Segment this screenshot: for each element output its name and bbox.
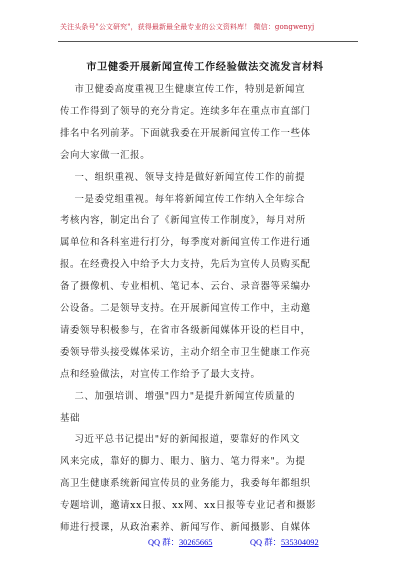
body-text-line: 风来完成，靠好的脚力、眼力、脑力、笔力得来"。为提 [60, 456, 306, 468]
page-header-notice: 关注头条号"公文研究"，获得最新最全最专业的公文资料库！ 微信：gongwenyj [60, 23, 315, 31]
body-text-line: 考核内容，制定出台了《新闻宣传工作制度》，每月对所 [60, 215, 306, 227]
body-text-line: 公设备。二是领导支持。在开展新闻宣传工作中，主动邀 [60, 303, 311, 314]
body-text-line: 专题培训，邀请xx日报、xx网、xx日报等专业记者和摄影 [60, 500, 317, 512]
body-text-line: 习近平总书记提出"好的新闻报道，要靠好的作风文 [60, 434, 301, 446]
body-text-line: 委领导带头接受媒体采访，主动介绍全市卫生健康工作亮 [60, 346, 311, 358]
footer-qq-label: QQ 群： [250, 538, 281, 547]
footer-qq-group-1 [148, 536, 212, 548]
body-text-line: 报。在经费投入中给予大力支持，先后为宣传人员购买配 [60, 259, 311, 271]
body-text-line: 属单位和各科室进行打分，每季度对新闻宣传工作进行通 [60, 237, 311, 249]
body-text-line: 排名中名列前茅。下面就我委在开展新闻宣传工作一些体 [60, 127, 311, 139]
footer-qq-label: QQ 群： [148, 538, 179, 547]
body-text-line: 市卫健委高度重视卫生健康宣传工作，特别是新闻宣 [60, 84, 306, 95]
body-text-line: 一、组织重视、领导支持是做好新闻宣传工作的前提 [60, 171, 306, 183]
body-text-line: 传工作得到了领导的充分肯定。连续多年在重点市直部门 [60, 105, 311, 117]
header-divider [58, 41, 358, 42]
body-text-line: 一是委党组重视。每年将新闻宣传工作纳入全年综合 [60, 193, 306, 205]
footer-qq-number[interactable]: 30265665 [178, 538, 213, 547]
body-text-line: 二、加强培训、增强"四力"是提升新闻宣传质量的 [60, 390, 295, 402]
body-text-line: 会向大家做一汇报。 [60, 149, 151, 161]
body-text-line: 师进行授课，从政治素养、新闻写作、新闻摄影、自媒体 [60, 522, 311, 533]
body-text-line: 备了摄像机、专业相机、笔记本、云台、录音器等采编办 [60, 281, 311, 293]
body-text-line: 基础 [60, 412, 81, 424]
body-text-line: 请委领导积极参与，在省市各级新闻媒体开设的栏目中， [60, 324, 311, 336]
document-title: 市卫健委开展新闻宣传工作经验做法交流发言材料 [86, 61, 324, 73]
footer-qq-number[interactable]: 535304092 [280, 538, 319, 547]
footer-qq-group-2 [250, 536, 319, 548]
body-text-line: 高卫生健康系统新闻宣传员的业务能力，我委每年都组织 [60, 478, 311, 490]
body-text-line: 点和经验做法，对宣传工作给予了最大支持。 [60, 368, 261, 380]
